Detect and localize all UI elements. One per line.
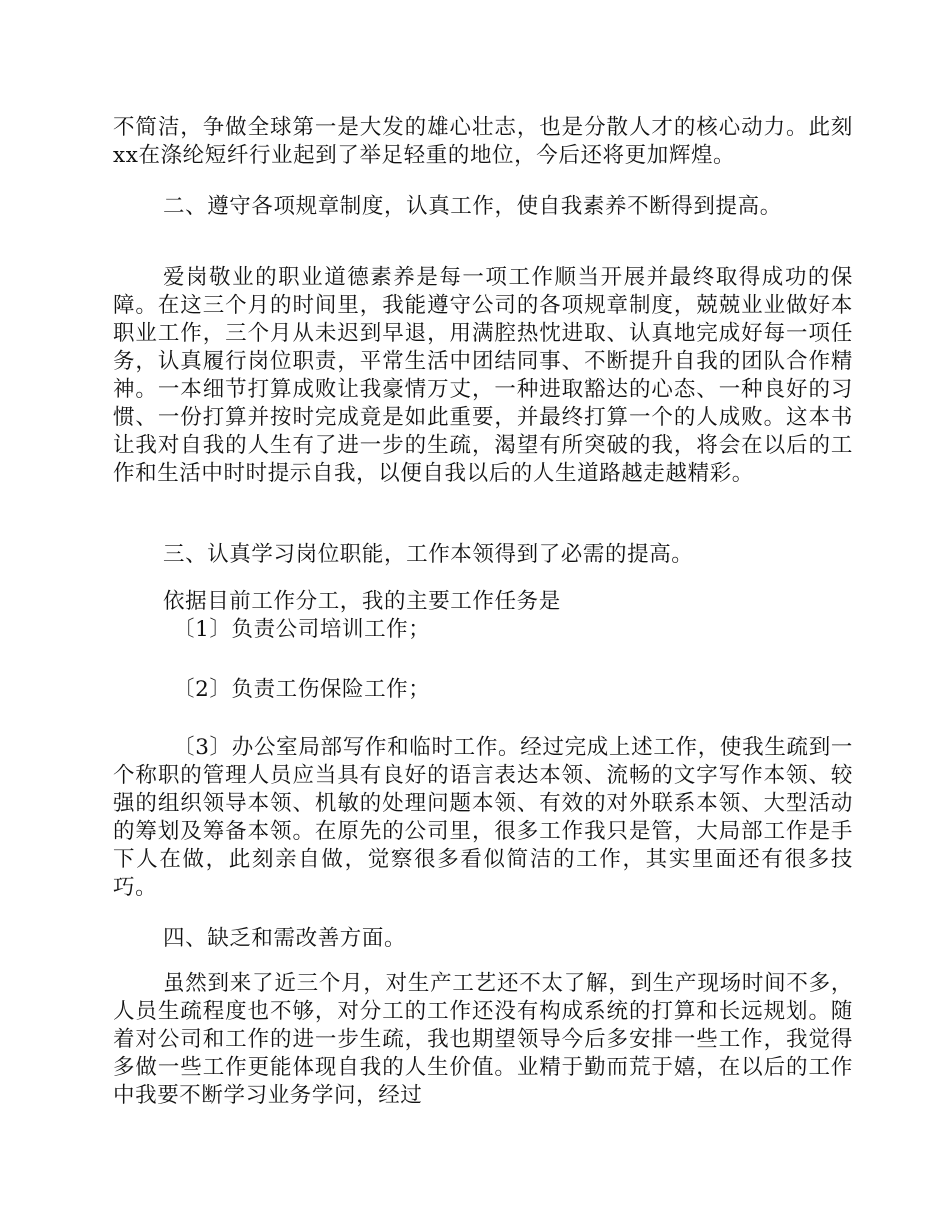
section-heading-4: 四、缺乏和需改善方面。 (163, 926, 407, 951)
task-item-2: 〔2〕负责工伤保险工作； (173, 677, 431, 702)
task-item-1: 〔1〕负责公司培训工作； (173, 617, 431, 642)
paragraph-intro-continuation: 不简洁，争做全球第一是大发的雄心壮志，也是分散人才的核心动力。此刻xx在涤纶短纤行业起到了举足轻重的地位，今后还将更加辉煌。 (113, 115, 853, 168)
paragraph-task-intro: 依据目前工作分工，我的主要工作任务是 (163, 589, 561, 614)
paragraph-section-4-body: 虽然到来了近三个月，对生产工艺还不太了解，到生产现场时间不多，人员生疏程度也不够，对分工的工作还没有构成系统的打算和长远规划。随着对公司和工作的进一步生疏，我也期望领导今后多安排一些工作，我觉得多做一些工作更能体现自我的人生价值。业精于勤而荒于嬉，在以后的工作中我要不断学习业务学问，经过 (113, 971, 853, 1108)
section-heading-3: 三、认真学习岗位职能，工作本领得到了必需的提高。 (163, 542, 694, 567)
task-item-3: 〔3〕办公室局部写作和临时工作。经过完成上述工作，使我生疏到一个称职的管理人员应当具有良好的语言表达本领、流畅的文字写作本领、较强的组织领导本领、机敏的处理问题本领、有效的对外联系本领、大型活动的筹划及筹备本领。在原先的公司里，很多工作我只是管，大局部工作是手下人在做，此刻亲自做，觉察很多看似简洁的工作，其实里面还有很多技巧。 (113, 735, 853, 900)
paragraph-section-2-body: 爱岗敬业的职业道德素养是每一项工作顺当开展并最终取得成功的保障。在这三个月的时间里，我能遵守公司的各项规章制度，兢兢业业做好本职业工作，三个月从未迟到早退，用满腔热忱进取、认真地完成好每一项任务，认真履行岗位职责，平常生活中团结同事、不断提升自我的团队合作精神。一本细节打算成败让我豪情万丈，一种进取豁达的心态、一种良好的习惯、一份打算并按时完成竟是如此重要，并最终打算一个的人成败。这本书让我对自我的人生有了进一步的生疏，渴望有所突破的我，将会在以后的工作和生活中时时提示自我，以便自我以后的人生道路越走越精彩。 (113, 265, 853, 486)
section-heading-2: 二、遵守各项规章制度，认真工作，使自我素养不断得到提高。 (163, 194, 782, 219)
